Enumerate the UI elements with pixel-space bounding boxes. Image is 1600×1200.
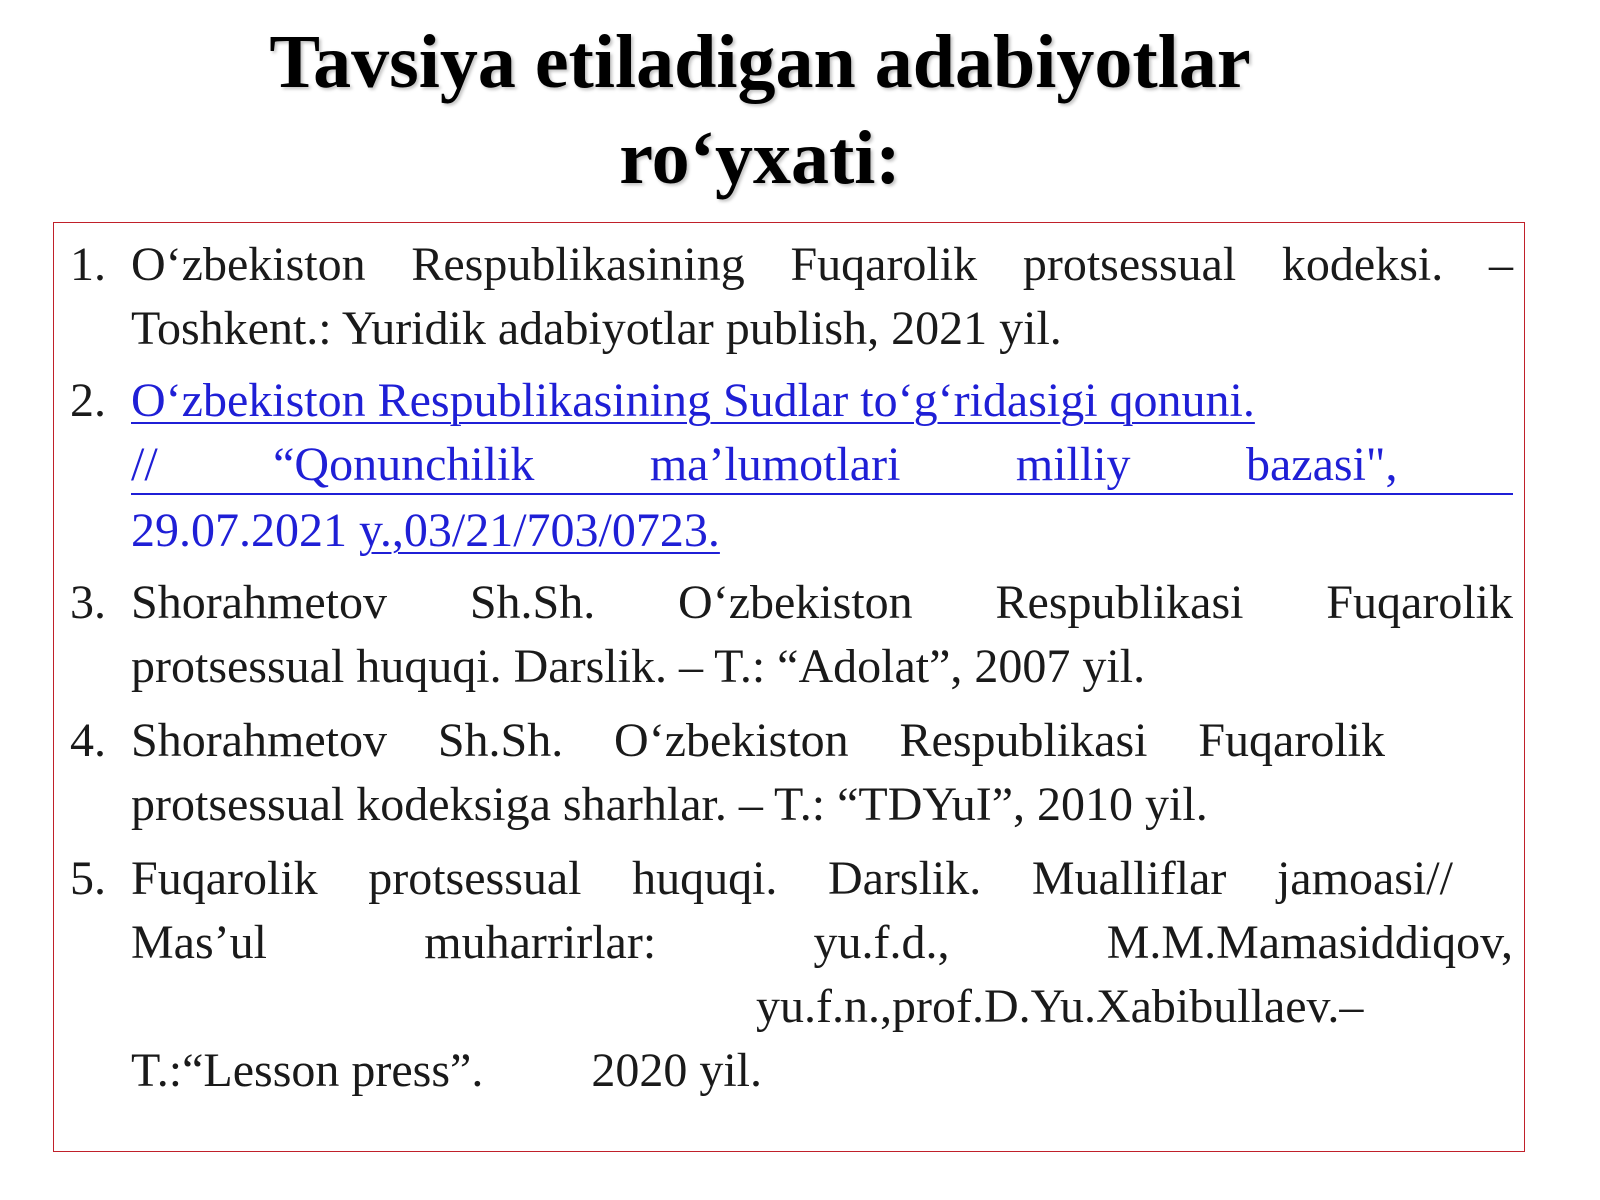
reference-1-line-2: Toshkent.: Yuridik adabiyotlar publish, 2021 yil. — [131, 302, 1062, 355]
reference-5-line-4 — [131, 1039, 1513, 1103]
reference-3-line-2: protsessual huquqi. Darslik. – T.: “Adolat”, 2007 yil. — [131, 640, 1146, 693]
word: muharrirlar: — [424, 916, 657, 969]
word: huquqi. — [632, 852, 778, 905]
reference-5-line-1 — [131, 847, 1453, 911]
reference-number-3: 3. — [70, 576, 106, 629]
page-title — [180, 14, 1340, 206]
link-date[interactable]: 29.07.2021 — [131, 504, 347, 557]
word: Shorahmetov — [131, 714, 387, 767]
reference-1-line-1 — [131, 233, 1513, 297]
word: Sh.Sh. — [437, 714, 564, 767]
word: M.M.Mamasiddiqov, — [1106, 916, 1513, 969]
reference-2-line-3[interactable] — [131, 499, 1513, 563]
word: yu.f.d., — [813, 916, 950, 969]
year: 2020 yil. — [591, 1044, 763, 1097]
reference-5-line-3: yu.f.n.,prof.D.Yu.Xabibullaev.– — [756, 980, 1364, 1033]
word: O‘zbekiston — [131, 238, 366, 291]
reference-number-5: 5. — [70, 852, 106, 905]
word[interactable]: “Qonunchilik — [273, 438, 535, 491]
reference-text-3 — [131, 571, 1513, 699]
reference-link-2[interactable] — [131, 369, 1513, 563]
link-text[interactable]: O‘zbekiston Respublikasining Sudlar to‘g‘ridasigi qonuni. — [131, 374, 1255, 427]
word: jamoasi// — [1276, 852, 1453, 905]
link-ref[interactable]: y.,03/21/703/0723. — [359, 504, 720, 557]
word: Mualliflar — [1031, 852, 1227, 905]
word: Fuqarolik — [131, 852, 318, 905]
publisher: T.:“Lesson press”. — [131, 1044, 484, 1097]
word: Mas’ul — [131, 916, 267, 969]
page-title-line-1: Tavsiya etiladigan adabiyotlar — [269, 20, 1251, 104]
references-box — [53, 222, 1525, 1152]
reference-text-4 — [131, 709, 1513, 837]
reference-text-5 — [131, 847, 1513, 1103]
word: Fuqarolik — [790, 238, 978, 291]
reference-text-1 — [131, 233, 1513, 361]
word: O‘zbekiston — [678, 576, 913, 629]
reference-3-line-1 — [131, 571, 1513, 635]
word: Shorahmetov — [131, 576, 387, 629]
word[interactable]: // — [131, 438, 158, 491]
word[interactable]: ma’lumotlari — [649, 438, 901, 491]
word: Respublikasining — [411, 238, 745, 291]
reference-4-line-2: protsessual kodeksiga sharhlar. – T.: “TDYuI”, 2010 yil. — [131, 778, 1208, 831]
word: O‘zbekiston — [614, 714, 849, 767]
word: kodeksi. — [1281, 238, 1444, 291]
word[interactable]: milliy — [1015, 438, 1131, 491]
word: Fuqarolik — [1326, 576, 1513, 629]
reference-number-1: 1. — [70, 238, 106, 291]
word: Fuqarolik — [1198, 714, 1385, 767]
word: protsessual — [368, 852, 582, 905]
word: Respublikasi — [899, 714, 1148, 767]
word: protsessual — [1022, 238, 1237, 291]
reference-2-line-2[interactable] — [131, 433, 1513, 495]
reference-number-4: 4. — [70, 714, 106, 767]
page-title-line-2: ro‘yxati: — [619, 116, 901, 200]
word: Darslik. — [827, 852, 982, 905]
word: – — [1488, 238, 1513, 291]
word[interactable]: bazasi", — [1245, 438, 1398, 491]
word: Sh.Sh. — [469, 576, 596, 629]
reference-5-line-2 — [131, 911, 1513, 975]
reference-2-line-1[interactable] — [131, 369, 1513, 433]
word: Respublikasi — [995, 576, 1244, 629]
reference-number-2: 2. — [70, 374, 106, 427]
reference-4-line-1 — [131, 709, 1385, 773]
